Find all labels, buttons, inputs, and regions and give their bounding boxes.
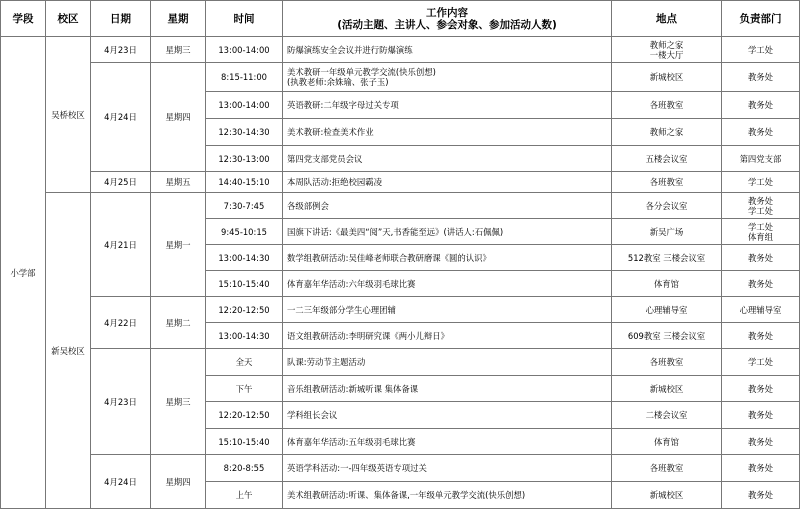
location-cell: [612, 245, 722, 271]
location-cell: [612, 146, 722, 172]
dept-cell: [722, 172, 800, 193]
date-cell: 4月23日: [91, 37, 151, 63]
content-line: 本周队活动:拒绝校园霸凌: [287, 177, 382, 187]
content-line: 英语教研:二年级字母过关专项: [287, 100, 399, 110]
header-row: [1, 1, 800, 37]
content-line: 体育嘉年华活动:六年级羽毛球比赛: [287, 278, 416, 289]
location-cell: [612, 323, 722, 349]
location-cell: [612, 92, 722, 119]
dept-line: 教务处: [747, 100, 774, 110]
dept-cell: [722, 146, 800, 172]
dept-cell: [722, 455, 800, 482]
dept-line: 教务处: [747, 490, 774, 500]
location-cell: [612, 119, 722, 146]
content-cell: [283, 297, 612, 323]
location-line: 体育馆: [653, 436, 680, 447]
weekday-cell: 星期五: [151, 172, 206, 193]
dept-line: 教务处: [747, 383, 774, 394]
location-line: 体育馆: [653, 278, 680, 289]
header-dept: 负责部门: [722, 1, 800, 37]
location-line: 新城校区: [649, 490, 684, 500]
schedule-body: [1, 37, 800, 509]
content-cell: [283, 63, 612, 92]
dept-cell: [722, 297, 800, 323]
location-cell: [612, 271, 722, 297]
dept-cell: [722, 429, 800, 455]
location-line: 各班教室: [649, 357, 684, 367]
dept-cell: [722, 37, 800, 63]
dept-line: 教务处: [747, 436, 774, 447]
time-cell: 13:00-14:30: [206, 245, 283, 271]
table-row: [1, 455, 800, 482]
content-line: 体育嘉年华活动:五年级羽毛球比赛: [287, 436, 416, 447]
dept-line: 学工处: [747, 205, 774, 216]
date-cell: 4月24日: [91, 455, 151, 509]
location-cell: [612, 402, 722, 429]
content-line: 美术组教研活动:听课、集体备课,一年级单元教学交流(快乐创想): [287, 490, 526, 500]
segment-cell: 小学部: [1, 37, 46, 509]
weekday-cell: 星期四: [151, 63, 206, 172]
content-cell: [283, 349, 612, 376]
location-line: 512教室 三楼会议室: [627, 252, 706, 263]
dept-line: 学工处: [747, 221, 774, 232]
location-line: 各班教室: [649, 100, 684, 110]
dept-line: 学工处: [747, 44, 774, 55]
time-cell: 13:00-14:00: [206, 92, 283, 119]
time-cell: 15:10-15:40: [206, 429, 283, 455]
table-row: [1, 37, 800, 63]
dept-cell: [722, 402, 800, 429]
time-cell: 13:00-14:30: [206, 323, 283, 349]
content-cell: [283, 482, 612, 509]
campus-cell: 新吴校区: [46, 193, 91, 509]
content-line: 一二三年级部分学生心理团辅: [287, 304, 396, 315]
location-line: 心理辅导室: [645, 304, 688, 315]
content-cell: [283, 172, 612, 193]
dept-cell: [722, 323, 800, 349]
time-cell: 9:45-10:15: [206, 219, 283, 245]
content-cell: [283, 402, 612, 429]
content-cell: [283, 376, 612, 402]
location-line: 一楼大厅: [649, 49, 684, 60]
weekday-cell: 星期四: [151, 455, 206, 509]
header-content: [283, 1, 612, 37]
header-date: 日期: [91, 1, 151, 37]
content-line: 学科组长会议: [287, 410, 338, 420]
dept-line: 第四党支部: [739, 153, 782, 164]
header-campus: 校区: [46, 1, 91, 37]
content-line: 语文组教研活动:李明研究课《两小儿辩日》: [287, 330, 449, 341]
dept-line: 教务处: [747, 410, 774, 420]
content-cell: [283, 92, 612, 119]
table-row: [1, 172, 800, 193]
table-row: [1, 349, 800, 376]
content-cell: [283, 271, 612, 297]
time-cell: 8:15-11:00: [206, 63, 283, 92]
weekday-cell: 星期三: [151, 349, 206, 455]
location-cell: [612, 297, 722, 323]
location-cell: [612, 63, 722, 92]
content-cell: [283, 219, 612, 245]
content-line: 美术教研:检查美术作业: [287, 127, 374, 137]
dept-line: 学工处: [747, 357, 774, 367]
dept-line: 教务处: [747, 330, 774, 341]
dept-cell: [722, 63, 800, 92]
table-row: [1, 297, 800, 323]
dept-cell: [722, 219, 800, 245]
content-line: 美术教研一年级单元教学交流(快乐创想): [287, 67, 436, 77]
dept-line: 教务处: [747, 278, 774, 289]
dept-cell: [722, 349, 800, 376]
weekday-cell: 星期三: [151, 37, 206, 63]
dept-line: 心理辅导室: [739, 304, 782, 315]
content-line: 各级部例会: [287, 200, 329, 211]
content-line: 第四党支部党员会议: [287, 153, 363, 164]
time-cell: 8:20-8:55: [206, 455, 283, 482]
location-line: 新城校区: [649, 72, 684, 82]
location-line: 五楼会议室: [645, 153, 688, 164]
dept-cell: [722, 376, 800, 402]
dept-cell: [722, 482, 800, 509]
header-weekday: 星期: [151, 1, 206, 37]
date-cell: 4月25日: [91, 172, 151, 193]
content-cell: [283, 193, 612, 219]
content-cell: [283, 146, 612, 172]
content-cell: [283, 455, 612, 482]
time-cell: 12:30-13:00: [206, 146, 283, 172]
time-cell: 15:10-15:40: [206, 271, 283, 297]
table-row: [1, 193, 800, 219]
dept-line: 教务处: [747, 127, 774, 137]
location-cell: [612, 429, 722, 455]
content-line: 国旗下讲话:《最美四“阅”天,书香能至远》(讲话人:石佩佩): [287, 226, 504, 237]
time-cell: 7:30-7:45: [206, 193, 283, 219]
dept-cell: [722, 193, 800, 219]
header-time: 时间: [206, 1, 283, 37]
table-row: [1, 63, 800, 92]
location-line: 各班教室: [649, 177, 684, 187]
location-line: 各分会议室: [645, 200, 688, 211]
content-line: 数学组教研活动:吴佳峰老师联合教研磨课《圆的认识》: [287, 252, 491, 263]
dept-line: 教务处: [747, 252, 774, 263]
header-content-subtitle: (活动主题、主讲人、参会对象、参加活动人数): [337, 18, 557, 31]
content-line: 音乐组教研活动:新城听课 集体备课: [287, 383, 419, 394]
location-line: 二楼会议室: [645, 410, 688, 420]
location-cell: [612, 482, 722, 509]
location-line: 新吴广场: [649, 226, 684, 237]
date-cell: 4月23日: [91, 349, 151, 455]
location-line: 各班教室: [649, 463, 684, 473]
content-cell: [283, 119, 612, 146]
location-cell: [612, 349, 722, 376]
location-line: 教师之家: [649, 127, 684, 137]
weekday-cell: 星期一: [151, 193, 206, 297]
time-cell: 12:30-14:30: [206, 119, 283, 146]
content-line: 队课:劳动节主题活动: [287, 357, 366, 367]
dept-cell: [722, 92, 800, 119]
time-cell: 13:00-14:00: [206, 37, 283, 63]
content-cell: [283, 37, 612, 63]
weekday-cell: 星期二: [151, 297, 206, 349]
location-cell: [612, 193, 722, 219]
header-location: 地点: [612, 1, 722, 37]
location-line: 新城校区: [649, 383, 684, 394]
time-cell: 全天: [206, 349, 283, 376]
dept-line: 学工处: [747, 177, 774, 187]
content-line: (执教老师:余姝瑜、张子玉): [287, 77, 389, 87]
dept-line: 教务处: [747, 463, 774, 473]
dept-cell: [722, 119, 800, 146]
location-line: 609教室 三楼会议室: [627, 330, 706, 341]
date-cell: 4月21日: [91, 193, 151, 297]
dept-line: 教务处: [747, 195, 774, 206]
location-cell: [612, 455, 722, 482]
time-cell: 14:40-15:10: [206, 172, 283, 193]
location-cell: [612, 172, 722, 193]
time-cell: 上午: [206, 482, 283, 509]
campus-cell: 吴桥校区: [46, 37, 91, 193]
time-cell: 下午: [206, 376, 283, 402]
dept-cell: [722, 245, 800, 271]
header-segment: 学段: [1, 1, 46, 37]
time-cell: 12:20-12:50: [206, 402, 283, 429]
time-cell: 12:20-12:50: [206, 297, 283, 323]
dept-line: 教务处: [747, 72, 774, 82]
header-content-title: 工作内容: [426, 6, 468, 19]
content-cell: [283, 245, 612, 271]
content-cell: [283, 429, 612, 455]
date-cell: 4月24日: [91, 63, 151, 172]
dept-line: 体育组: [747, 231, 774, 242]
content-line: 英语学科活动:一-四年级英语专项过关: [287, 463, 427, 473]
content-line: 防爆演练安全会议并进行防爆演练: [287, 44, 413, 55]
location-line: 教师之家: [649, 39, 684, 50]
content-cell: [283, 323, 612, 349]
dept-cell: [722, 271, 800, 297]
location-cell: [612, 37, 722, 63]
location-cell: [612, 219, 722, 245]
location-cell: [612, 376, 722, 402]
date-cell: 4月22日: [91, 297, 151, 349]
